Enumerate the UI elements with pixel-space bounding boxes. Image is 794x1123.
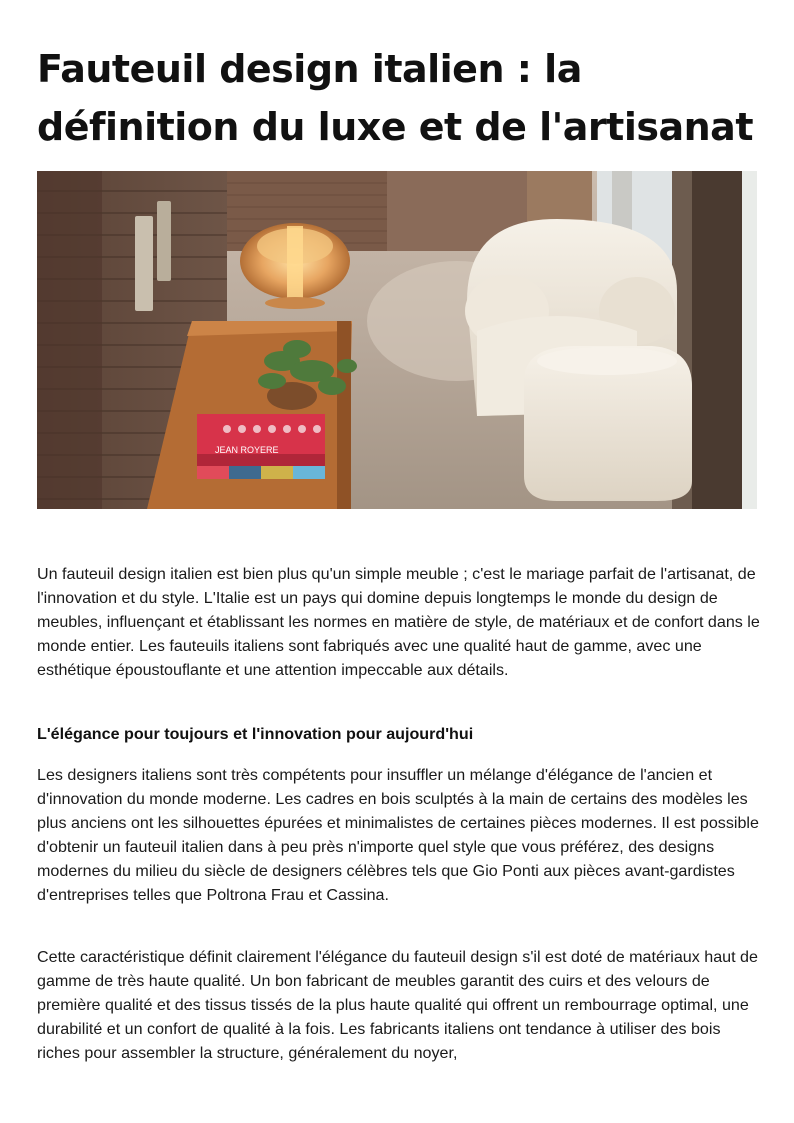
body-paragraph: Cette caractéristique définit clairement l'élégance du fauteuil design s'il est doté de matériaux haut de gamme de très haute qualité. Un bon fabricant de meubles garantit des cuirs et des velours de première qualité et des tissus tissés de la plus haute qualité qui offrent un rembourrage optimal, une durabilité et un confort de qualité à la fois. Les fabricants italiens ont tendance à utiliser des bois riches pour assembler la structure, généralement du noyer,: [37, 948, 758, 1062]
section-heading: L'élégance pour toujours et l'innovation pour aujourd'hui: [37, 725, 474, 743]
article-title: Fauteuil design italien : la définition du luxe et de l'artisanat: [37, 47, 753, 149]
book-cover-text: JEAN ROYERE: [215, 445, 279, 455]
body-paragraph: Les designers italiens sont très compétents pour insuffler un mélange d'élégance de l'ancien et d'innovation du monde moderne. Les cadres en bois sculptés à la main de certains des modèles les plus anciens ont les silhouettes épurées et minimalistes de certaines pièces modernes. Il est possible d'obtenir un fauteuil italien dans à peu près n'importe quel style que vous préférez, des designs modernes du milieu du siècle de designers célèbres tels que Gio Ponti aux pièces avant-gardistes d'entreprises telles que Poltrona Frau et Cassina.: [37, 766, 759, 904]
hero-image: [37, 171, 757, 509]
intro-paragraph: Un fauteuil design italien est bien plus qu'un simple meuble ; c'est le mariage parfait de l'artisanat, de l'innovation et du style. L'Italie est un pays qui domine depuis longtemps le monde du design de meubles, influençant et établissant les normes en matière de style, de matériaux et de confort dans le monde entier. Les fauteuils italiens sont fabriqués avec une qualité haut de gamme, avec une esthétique époustouflante et une attention impeccable aux détails.: [37, 565, 760, 679]
